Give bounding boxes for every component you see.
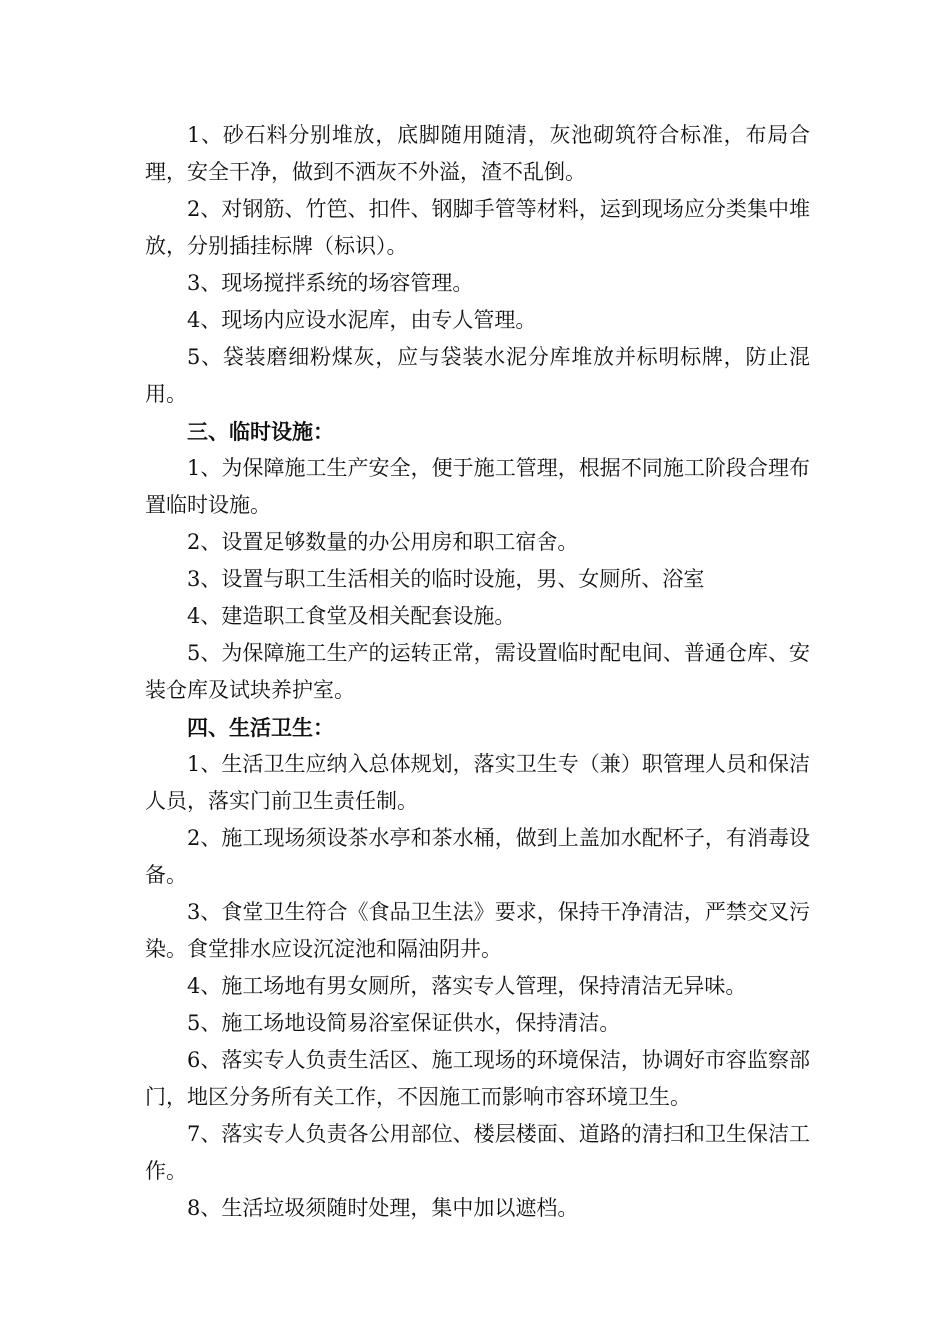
paragraph: 3、食堂卫生符合《食品卫生法》要求，保持干净清洁，严禁交叉污染。食堂排水应设沉淀池和隔油阴井。 bbox=[145, 900, 810, 961]
section-heading: 三、临时设施： bbox=[187, 419, 334, 444]
paragraph: 4、建造职工食堂及相关配套设施。 bbox=[187, 604, 516, 628]
paragraph: 4、现场内应设水泥库，由专人管理。 bbox=[187, 308, 537, 332]
paragraph: 5、为保障施工生产的运转正常，需设置临时配电间、普通仓库、安装仓库及试块养护室。 bbox=[145, 641, 810, 702]
paragraph: 1、生活卫生应纳入总体规划，落实卫生专（兼）职管理人员和保洁人员，落实门前卫生责任制。 bbox=[145, 752, 810, 813]
paragraph: 3、设置与职工生活相关的临时设施，男、女厕所、浴室 bbox=[187, 567, 705, 591]
paragraph: 3、现场搅拌系统的场容管理。 bbox=[187, 271, 474, 295]
paragraph: 2、设置足够数量的办公用房和职工宿舍。 bbox=[187, 530, 579, 554]
section-heading: 四、生活卫生： bbox=[187, 715, 334, 740]
paragraph: 8、生活垃圾须随时处理，集中加以遮档。 bbox=[187, 1196, 579, 1220]
paragraph: 5、袋装磨细粉煤灰，应与袋装水泥分库堆放并标明标牌，防止混用。 bbox=[145, 345, 810, 406]
document-body bbox=[145, 117, 810, 1227]
paragraph: 2、对钢筋、竹笆、扣件、钢脚手管等材料，运到现场应分类集中堆放，分别插挂标牌（标识）。 bbox=[145, 197, 810, 258]
paragraph: 1、砂石料分别堆放，底脚随用随清，灰池砌筑符合标准，布局合理，安全干净，做到不洒灰不外溢，渣不乱倒。 bbox=[145, 123, 810, 184]
paragraph: 5、施工场地设简易浴室保证供水，保持清洁。 bbox=[187, 1011, 621, 1035]
paragraph: 1、为保障施工生产安全，便于施工管理，根据不同施工阶段合理布置临时设施。 bbox=[145, 456, 810, 517]
paragraph: 4、施工场地有男女厕所，落实专人管理，保持清洁无异味。 bbox=[187, 974, 747, 998]
paragraph: 6、落实专人负责生活区、施工现场的环境保洁，协调好市容监察部门，地区分务所有关工作，不因施工而影响市容环境卫生。 bbox=[145, 1048, 810, 1109]
paragraph: 2、施工现场须设茶水亭和茶水桶，做到上盖加水配杯子，有消毒设备。 bbox=[145, 826, 810, 887]
paragraph: 7、落实专人负责各公用部位、楼层楼面、道路的清扫和卫生保洁工作。 bbox=[145, 1122, 810, 1183]
